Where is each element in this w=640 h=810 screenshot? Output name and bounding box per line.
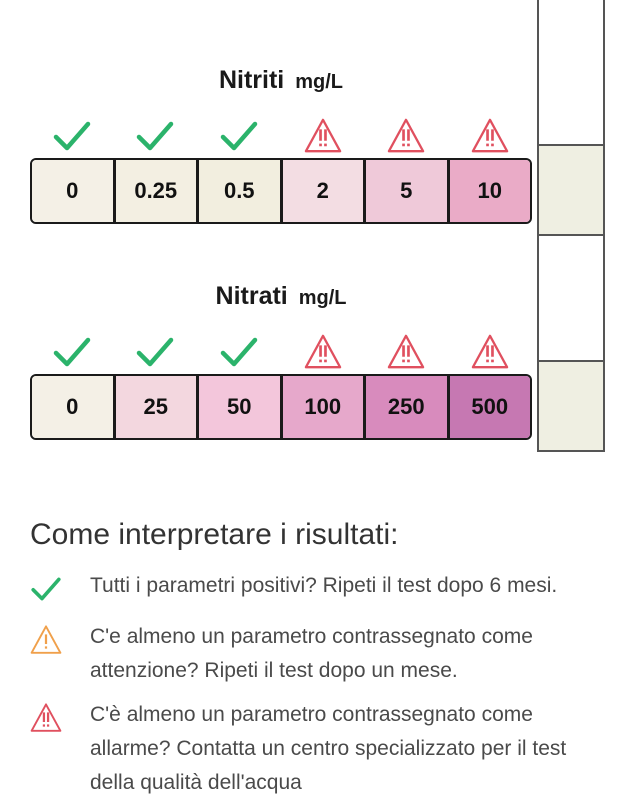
check-icon	[30, 334, 114, 370]
scale-cell: 500	[450, 376, 531, 438]
alarm-icon	[365, 118, 449, 154]
scale-cell: 2	[283, 160, 367, 222]
legend-item	[30, 569, 590, 610]
color-scale	[30, 374, 532, 440]
section-title-label: Nitrati	[215, 282, 288, 310]
scale-cell: 25	[116, 376, 200, 438]
section-title	[30, 276, 532, 316]
legend-title: Come interpretare i risultati:	[30, 518, 399, 551]
alarm-icon	[448, 334, 532, 370]
scale-cell: 250	[366, 376, 450, 438]
strip-cell	[537, 236, 605, 362]
scale-cell: 10	[450, 160, 531, 222]
check-icon	[197, 118, 281, 154]
check-icon	[30, 569, 90, 610]
check-icon	[30, 118, 114, 154]
section-title	[30, 60, 532, 100]
check-icon	[114, 118, 198, 154]
section-title-label: Nitriti	[218, 66, 285, 94]
nitrati-section	[30, 276, 532, 440]
legend-text: C'e almeno un parametro contrassegnato come attenzione? Ripeti il test dopo un mese.	[90, 625, 533, 682]
alarm-icon	[30, 698, 90, 739]
scale-cell: 5	[366, 160, 450, 222]
section-unit: mg/L	[295, 71, 343, 93]
color-scale	[30, 158, 532, 224]
scale-cell: 50	[199, 376, 283, 438]
check-icon	[197, 334, 281, 370]
warning-icon	[30, 620, 90, 661]
check-icon	[114, 334, 198, 370]
section-unit: mg/L	[298, 287, 347, 309]
alarm-icon	[365, 334, 449, 370]
scale-cell: 0.25	[116, 160, 200, 222]
scale-cell: 0	[32, 160, 116, 222]
status-icon-row	[30, 334, 532, 370]
legend	[30, 515, 590, 810]
alarm-icon	[281, 118, 365, 154]
alarm-icon	[281, 334, 365, 370]
scale-cell: 0.5	[199, 160, 283, 222]
strip-cell	[537, 362, 605, 452]
scale-cell: 100	[283, 376, 367, 438]
nitriti-section	[30, 60, 532, 224]
legend-text: Tutti i parametri positivi? Ripeti il test dopo 6 mesi.	[90, 574, 558, 597]
legend-item	[30, 620, 590, 688]
strip-cell	[537, 0, 605, 146]
status-icon-row	[30, 118, 532, 154]
scale-cell: 0	[32, 376, 116, 438]
legend-item	[30, 698, 590, 800]
alarm-icon	[448, 118, 532, 154]
legend-text: C'è almeno un parametro contrassegnato come allarme? Contatta un centro specializzato per il test della qualità dell'acqua	[90, 703, 567, 794]
strip-cell	[537, 146, 605, 236]
